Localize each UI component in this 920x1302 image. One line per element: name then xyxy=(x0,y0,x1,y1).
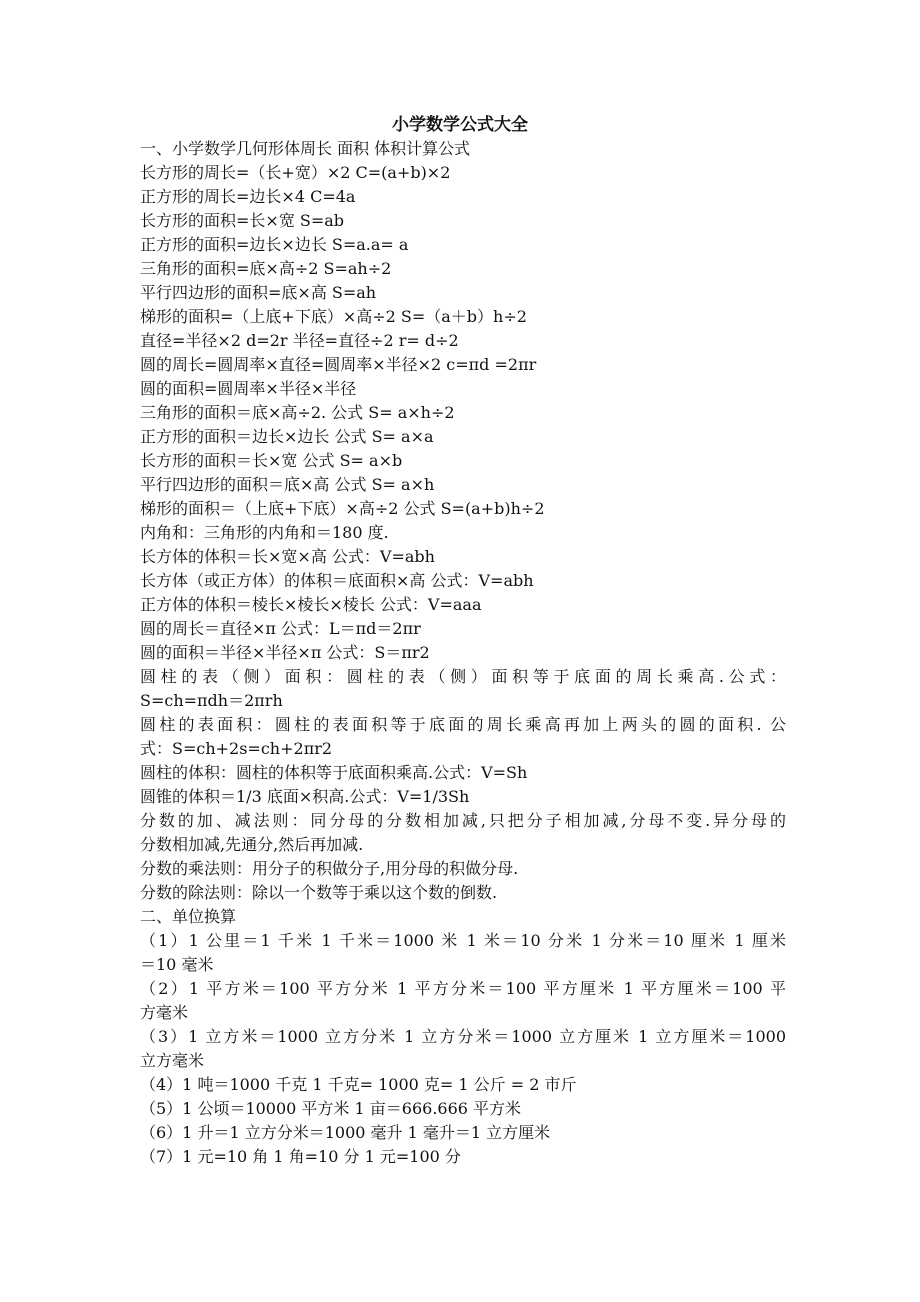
text-line: 长方形的周长=（长+宽）×2 C=(a+b)×2 xyxy=(140,163,451,182)
text-line: 梯形的面积=（上底+下底）×高÷2 S=（a＋b）h÷2 xyxy=(140,307,527,326)
text-line: （3）1 立方米＝1000 立方分米 1 立方分米＝1000 立方厘米 1 立方厘米＝1000 xyxy=(140,1027,786,1046)
text-line: （5）1 公顷＝10000 平方米 1 亩＝666.666 平方米 xyxy=(140,1099,522,1118)
text-line: 分数的乘法则：用分子的积做分子,用分母的积做分母. xyxy=(140,859,519,878)
text-line: 长方体的体积＝长×宽×高 公式：V=abh xyxy=(140,547,435,566)
text-line: 三角形的面积＝底×高÷2. 公式 S= a×h÷2 xyxy=(140,403,455,422)
text-line: （1）1 公里＝1 千米 1 千米＝1000 米 1 米＝10 分米 1 分米＝10 厘米 1 厘米 xyxy=(140,931,786,950)
text-line: （6）1 升＝1 立方分米＝1000 毫升 1 毫升＝1 立方厘米 xyxy=(140,1123,551,1142)
text-line: 梯形的面积＝（上底+下底）×高÷2 公式 S=(a+b)h÷2 xyxy=(140,499,545,518)
text-line: 方毫米 xyxy=(140,1003,189,1022)
text-line: （4）1 吨＝1000 千克 1 千克= 1000 克= 1 公斤 = 2 市斤 xyxy=(140,1075,577,1094)
text-line: 长方形的面积＝长×宽 公式 S= a×b xyxy=(140,451,403,470)
text-line: 平行四边形的面积=底×高 S=ah xyxy=(140,283,377,302)
text-line: 圆锥的体积＝1/3 底面×积高.公式：V=1/3Sh xyxy=(140,787,470,806)
text-line: 立方毫米 xyxy=(140,1051,205,1070)
text-line: 圆的周长＝直径×π 公式：L＝πd＝2πr xyxy=(140,619,421,638)
text-line: 正方形的周长=边长×4 C=4a xyxy=(140,187,356,206)
document-body xyxy=(140,137,786,1169)
text-line: 分数相加减,先通分,然后再加减. xyxy=(140,835,364,854)
text-line: 平行四边形的面积＝底×高 公式 S= a×h xyxy=(140,475,435,494)
text-line: （7）1 元=10 角 1 角=10 分 1 元=100 分 xyxy=(140,1147,461,1166)
text-line: 二、单位换算 xyxy=(140,907,237,926)
text-line: 分数的除法则：除以一个数等于乘以这个数的倒数. xyxy=(140,883,498,902)
text-line: 圆柱的表（侧）面积：圆柱的表（侧）面积等于底面的周长乘高.公式： xyxy=(140,667,786,686)
text-line: 正方形的面积=边长×边长 S=a.a= a xyxy=(140,235,409,254)
text-line: 分数的加、减法则：同分母的分数相加减,只把分子相加减,分母不变.异分母的 xyxy=(140,811,786,830)
text-line: （2）1 平方米＝100 平方分米 1 平方分米＝100 平方厘米 1 平方厘米＝100 平 xyxy=(140,979,786,998)
text-line: S=ch=πdh＝2πrh xyxy=(140,691,283,710)
text-line: ＝10 毫米 xyxy=(140,955,214,974)
text-line: 圆柱的表面积：圆柱的表面积等于底面的周长乘高再加上两头的圆的面积. 公 xyxy=(140,715,786,734)
text-line: 正方形的面积＝边长×边长 公式 S= a×a xyxy=(140,427,434,446)
text-line: 直径=半径×2 d=2r 半径=直径÷2 r= d÷2 xyxy=(140,331,459,350)
text-line: 长方形的面积=长×宽 S=ab xyxy=(140,211,345,230)
text-line: 长方体（或正方体）的体积＝底面积×高 公式：V=abh xyxy=(140,571,534,590)
text-line: 圆的面积=圆周率×半径×半径 xyxy=(140,379,357,398)
text-line: 式：S=ch+2s=ch+2πr2 xyxy=(140,739,333,758)
text-line: 圆的面积＝半径×半径×π 公式：S＝πr2 xyxy=(140,643,430,662)
text-line: 圆柱的体积：圆柱的体积等于底面积乘高.公式：V=Sh xyxy=(140,763,528,782)
text-line: 三角形的面积=底×高÷2 S=ah÷2 xyxy=(140,259,392,278)
text-line: 一、小学数学几何形体周长 面积 体积计算公式 xyxy=(140,139,471,158)
text-line: 正方体的体积＝棱长×棱长×棱长 公式：V=aaa xyxy=(140,595,482,614)
text-line: 圆的周长=圆周率×直径=圆周率×半径×2 c=πd =2πr xyxy=(140,355,537,374)
document-title: 小学数学公式大全 xyxy=(392,115,528,135)
text-line: 内角和：三角形的内角和＝180 度. xyxy=(140,523,389,542)
